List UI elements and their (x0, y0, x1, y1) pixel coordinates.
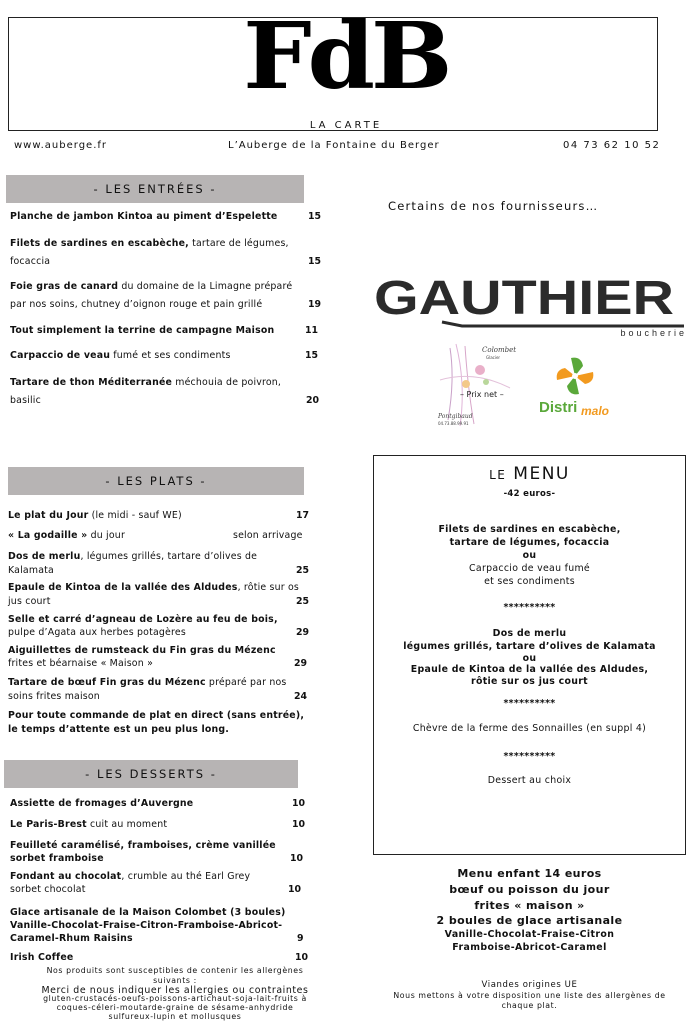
restaurant-logo: FdB (243, 2, 449, 110)
svg-text:Pontgibaud: Pontgibaud (438, 413, 473, 420)
item-price: 15 (308, 256, 322, 267)
svg-text:04.73.88.99.91: 04.73.88.99.91 (438, 421, 469, 426)
kids-menu-line: 2 boules de glace artisanale (436, 914, 623, 927)
svg-text:Glacier: Glacier (486, 355, 501, 360)
menu-item: Planche de jambon Kintoa au piment d’Espelette (10, 211, 278, 222)
kids-menu-line: Vanille-Chocolat-Fraise-Citron (444, 929, 615, 940)
menu-item: Le plat du Jour (le midi - sauf WE) (8, 510, 182, 521)
menu-course: Filets de sardines en escabèche, (438, 524, 621, 535)
menu-course: Chèvre de la ferme des Sonnailles (en suppl 4) (412, 723, 647, 734)
menu-course: Dessert au choix (487, 775, 572, 786)
suppliers-title: Certains de nos fournisseurs… (388, 199, 599, 213)
menu-item: Dos de merlu, légumes grillés, tartare d’olives de (8, 551, 258, 562)
kids-menu-line: frites « maison » (474, 899, 585, 912)
item-price: 15 (308, 211, 322, 222)
menu-item: Feuilleté caramélisé, framboises, crème vanillée (10, 840, 276, 851)
menu-course: Epaule de Kintoa de la vallée des Aldudes, (410, 664, 649, 675)
menu-item-line2: Vanille-Chocolat-Fraise-Citron-Framboise-Abricot- (10, 920, 283, 931)
menu-item: Fondant au chocolat, crumble au thé Earl Grey (10, 871, 251, 882)
item-price: 10 (288, 884, 302, 895)
svg-text:Distri: Distri (539, 399, 578, 416)
allergens-list: coques-céleri-moutarde-graine de sésame-anhydride (56, 1003, 294, 1012)
section-header-plats: - LES PLATS - (8, 467, 304, 495)
menu-item: « La godaille » du jour (8, 530, 125, 541)
item-price: 17 (296, 510, 310, 521)
item-price: 11 (305, 325, 319, 336)
item-price: 29 (296, 627, 310, 638)
menu-item-line3: Caramel-Rhum Raisins (10, 933, 133, 944)
menu-item: Glace artisanale de la Maison Colombet (3 boules) (10, 907, 286, 918)
menu-course: tartare de légumes, focaccia (449, 537, 610, 548)
allergens-note: Merci de nous indiquer les allergies ou contraintes (41, 985, 309, 996)
svg-text:– Prix net –: – Prix net – (460, 390, 504, 399)
kids-menu-line: bœuf ou poisson du jour (449, 883, 610, 896)
menu-or: ou (522, 550, 537, 561)
meat-origin-note: Viandes origines UE (481, 980, 578, 990)
menu-item: Assiette de fromages d’Auvergne (10, 798, 194, 809)
menu-item-line2: jus court (8, 596, 51, 607)
allergens-note: Nos produits sont susceptibles de contenir les allergènes (46, 966, 304, 975)
menu-item: Epaule de Kintoa de la vallée des Aldudes, rôtie sur os (8, 582, 300, 593)
restaurant-name: L’Auberge de la Fontaine du Berger (228, 140, 440, 151)
set-menu-price: -42 euros- (503, 489, 556, 499)
menu-item: Carpaccio de veau fumé et ses condiments (10, 350, 231, 361)
section-header-desserts: - LES DESSERTS - (4, 760, 298, 788)
menu-course: légumes grillés, tartare d’olives de Kalamata (403, 641, 656, 652)
item-price: 20 (306, 395, 320, 406)
menu-item-line2: sorbet chocolat (10, 884, 86, 895)
item-price: 9 (297, 933, 304, 944)
menu-item: Aiguillettes de rumsteack du Fin gras du Mézenc (8, 645, 276, 656)
menu-item: Tartare de bœuf Fin gras du Mézenc préparé par nos (8, 677, 287, 688)
menu-course: rôtie sur os jus court (471, 676, 588, 687)
menu-item: Filets de sardines en escabèche, tartare de légumes, (10, 238, 289, 249)
section-header-entrees: - LES ENTRÉES - (6, 175, 304, 203)
menu-item: Tout simplement la terrine de campagne Maison (10, 325, 275, 336)
menu-course: Carpaccio de veau fumé (469, 563, 590, 574)
menu-separator: ********** (503, 602, 556, 613)
item-price: 15 (305, 350, 319, 361)
page-subtitle: LA CARTE (309, 120, 383, 131)
item-price: selon arrivage (233, 530, 303, 541)
svg-text:boucherie: boucherie (620, 328, 687, 338)
menu-separator: ********** (503, 751, 556, 762)
waiting-time-note: Pour toute commande de plat en direct (sans entrée), (8, 710, 305, 721)
svg-text:malo: malo (581, 404, 610, 418)
menu-course: et ses condiments (484, 576, 575, 587)
menu-item-line2: sorbet framboise (10, 853, 104, 864)
menu-course: Dos de merlu (492, 628, 567, 639)
item-price: 10 (290, 853, 304, 864)
phone-number: 04 73 62 10 52 (563, 140, 661, 151)
kids-menu-line: Framboise-Abricot-Caramel (452, 942, 607, 953)
allergen-list-note: Nous mettons à votre disposition une liste des allergènes de (393, 991, 666, 1000)
menu-item: Selle et carré d’agneau de Lozère au feu de bois, (8, 614, 278, 625)
gauthier-logo (372, 270, 690, 340)
menu-item: Foie gras de canard du domaine de la Limagne préparé (10, 281, 293, 292)
menu-item: Tartare de thon Méditerranée méchouia de poivron, (10, 377, 282, 388)
menu-separator: ********** (503, 698, 556, 709)
distrimalo-logo (537, 352, 617, 422)
item-price: 25 (296, 596, 310, 607)
menu-item-line2: pulpe d’Agata aux herbes potagères (8, 627, 186, 638)
svg-text:Colombet: Colombet (482, 346, 517, 354)
menu-item-line2: Kalamata (8, 565, 54, 576)
svg-text:GAUTHIER: GAUTHIER (374, 272, 674, 325)
menu-item-line2: basilic (10, 395, 41, 406)
menu-item: Le Paris-Brest cuit au moment (10, 819, 168, 830)
item-price: 29 (294, 658, 308, 669)
menu-item: Irish Coffee (10, 952, 74, 963)
item-price: 19 (308, 299, 322, 310)
waiting-time-note-line2: le temps d’attente est un peu plus long. (8, 724, 230, 735)
menu-item-line2: par nos soins, chutney d’oignon rouge et pain grillé (10, 299, 263, 310)
allergens-list: gluten-crustacés-oeufs-poissons-artichaut-soja-lait-fruits à (43, 994, 307, 1003)
item-price: 25 (296, 565, 310, 576)
colombet-logo (430, 340, 520, 428)
item-price: 10 (292, 819, 306, 830)
website-text: www.auberge.fr (14, 140, 108, 151)
menu-item-line2: frites et béarnaise « Maison » (8, 658, 153, 669)
item-price: 10 (292, 798, 306, 809)
item-price: 10 (295, 952, 309, 963)
menu-item-line2: soins frites maison (8, 691, 100, 702)
menu-item-line2: focaccia (10, 256, 51, 267)
item-price: 24 (294, 691, 308, 702)
kids-menu-title: Menu enfant 14 euros (457, 867, 602, 880)
allergen-list-note: chaque plat. (501, 1001, 558, 1010)
allergens-list: sulfureux-lupin et mollusques (108, 1012, 242, 1021)
set-menu-title: LE MENU (489, 464, 570, 484)
allergens-note: suivants : (153, 976, 197, 985)
menu-or: ou (522, 653, 537, 664)
